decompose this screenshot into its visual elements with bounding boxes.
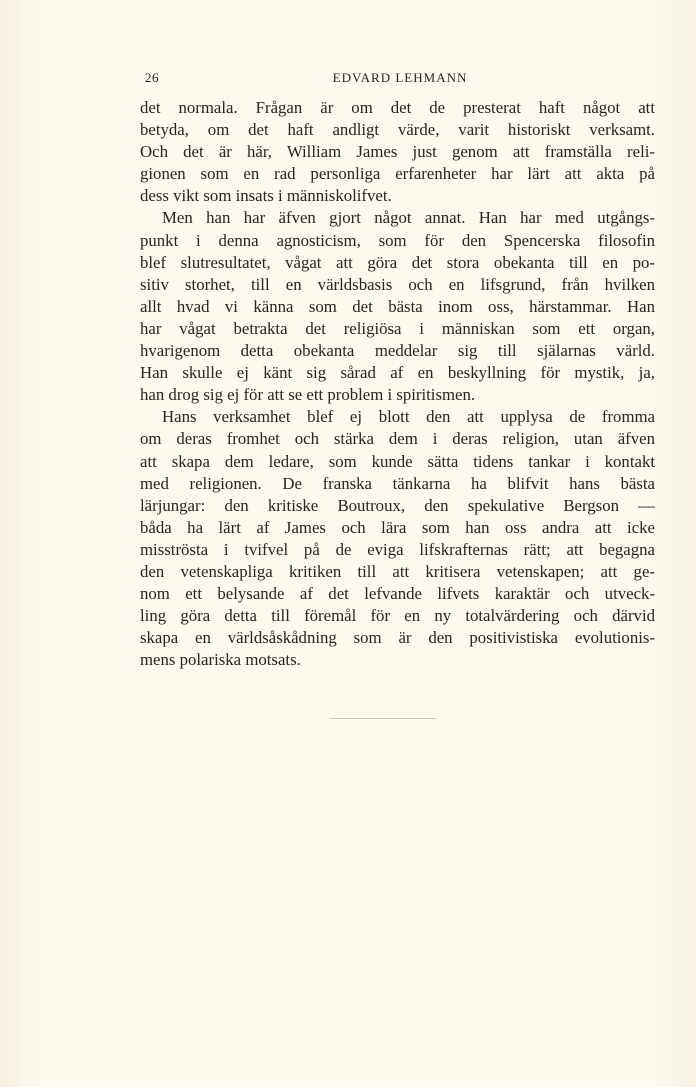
text-line: han drog sig ej för att se ett problem i spiritismen.	[140, 385, 476, 405]
text-line: betyda, om det haft andligt värde, varit historiskt verksamt.	[140, 120, 655, 140]
text-line: mens polariska motsats.	[140, 650, 301, 670]
page-header	[145, 70, 655, 90]
text-line: punkt i denna agnosticism, som för den Spencerska filosofin	[140, 230, 655, 250]
text-line: ling göra detta till föremål för en ny totalvärdering och därvid	[140, 606, 655, 626]
text-line: misströsta i tvifvel på de eviga lifskrafternas rätt; att begagna	[140, 539, 655, 559]
text-line: skapa en världsåskådning som är den positivistiska evolutionis-	[140, 628, 655, 648]
body-text	[140, 97, 655, 671]
running-title: EDVARD LEHMANN	[332, 70, 468, 85]
text-line: allt hvad vi känna som det bästa inom oss, härstammar. Han	[140, 296, 655, 316]
text-line: om deras fromhet och stärka dem i deras religion, utan äfven	[140, 429, 655, 449]
text-line: hvarigenom detta obekanta meddelar sig till själarnas värld.	[140, 341, 655, 361]
text-line: Hans verksamhet blef ej blott den att upplysa de fromma	[162, 407, 655, 427]
section-end-rule	[330, 718, 436, 719]
text-line: båda ha lärt af James och lära som han oss andra att icke	[140, 517, 655, 537]
text-line: blef slutresultatet, vågat att göra det stora obekanta till en po-	[140, 252, 655, 272]
text-line: Men han har äfven gjort något annat. Han har med utgångs-	[162, 208, 655, 228]
text-line: gionen som en rad personliga erfarenheter har lärt att akta på	[140, 164, 655, 184]
text-line: att skapa dem ledare, som kunde sätta tidens tankar i kontakt	[140, 451, 655, 471]
text-line: nom ett belysande af det lefvande lifvets karaktär och utveck-	[140, 584, 655, 604]
page-number: 26	[145, 70, 159, 85]
text-line: med religionen. De franska tänkarna ha blifvit hans bästa	[140, 473, 655, 493]
text-line: dess vikt som insats i människolifvet.	[140, 186, 392, 206]
text-line: Han skulle ej känt sig sårad af en beskyllning för mystik, ja,	[140, 363, 655, 383]
text-line: har vågat betrakta det religiösa i människan som ett organ,	[140, 318, 655, 338]
text-line: lärjungar: den kritiske Boutroux, den spekulative Bergson —	[140, 495, 655, 515]
text-line: det normala. Frågan är om det de presterat haft något att	[140, 98, 655, 117]
text-line: den vetenskapliga kritiken till att kritisera vetenskapen; att ge-	[140, 561, 655, 581]
text-line: Och det är här, William James just genom att framställa reli-	[140, 142, 655, 162]
text-line: sitiv storhet, till en världsbasis och en lifsgrund, från hvilken	[140, 274, 655, 294]
